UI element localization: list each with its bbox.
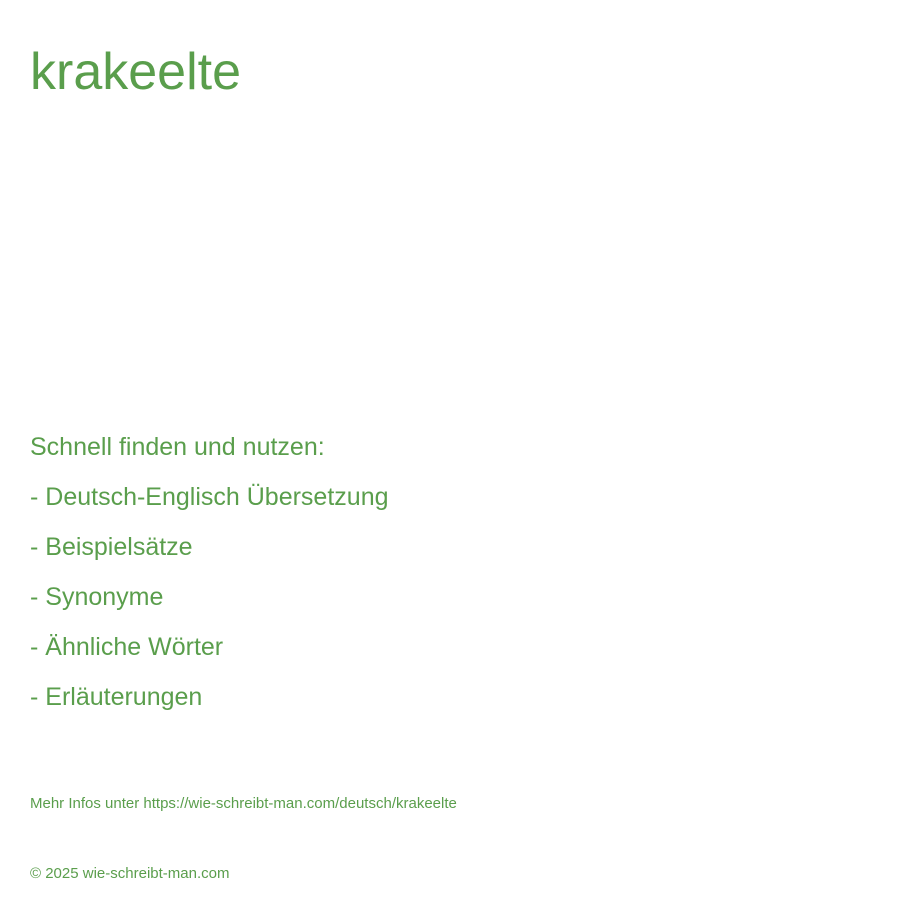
feature-item-example-sentences: - Beispielsätze xyxy=(30,533,193,561)
feature-item-similar-words: - Ähnliche Wörter xyxy=(30,633,224,661)
feature-section xyxy=(30,422,389,722)
feature-list xyxy=(30,472,389,722)
feature-item-explanations: - Erläuterungen xyxy=(30,683,203,711)
feature-heading: Schnell finden und nutzen: xyxy=(30,433,325,461)
more-info-text: Mehr Infos unter https://wie-schreibt-man.com/deutsch/krakeelte xyxy=(30,795,457,812)
copyright-text: © 2025 wie-schreibt-man.com xyxy=(30,865,230,882)
feature-item-synonyms: - Synonyme xyxy=(30,583,164,611)
page-title: krakeelte xyxy=(30,43,241,101)
feature-item-translation: - Deutsch-Englisch Übersetzung xyxy=(30,483,389,511)
